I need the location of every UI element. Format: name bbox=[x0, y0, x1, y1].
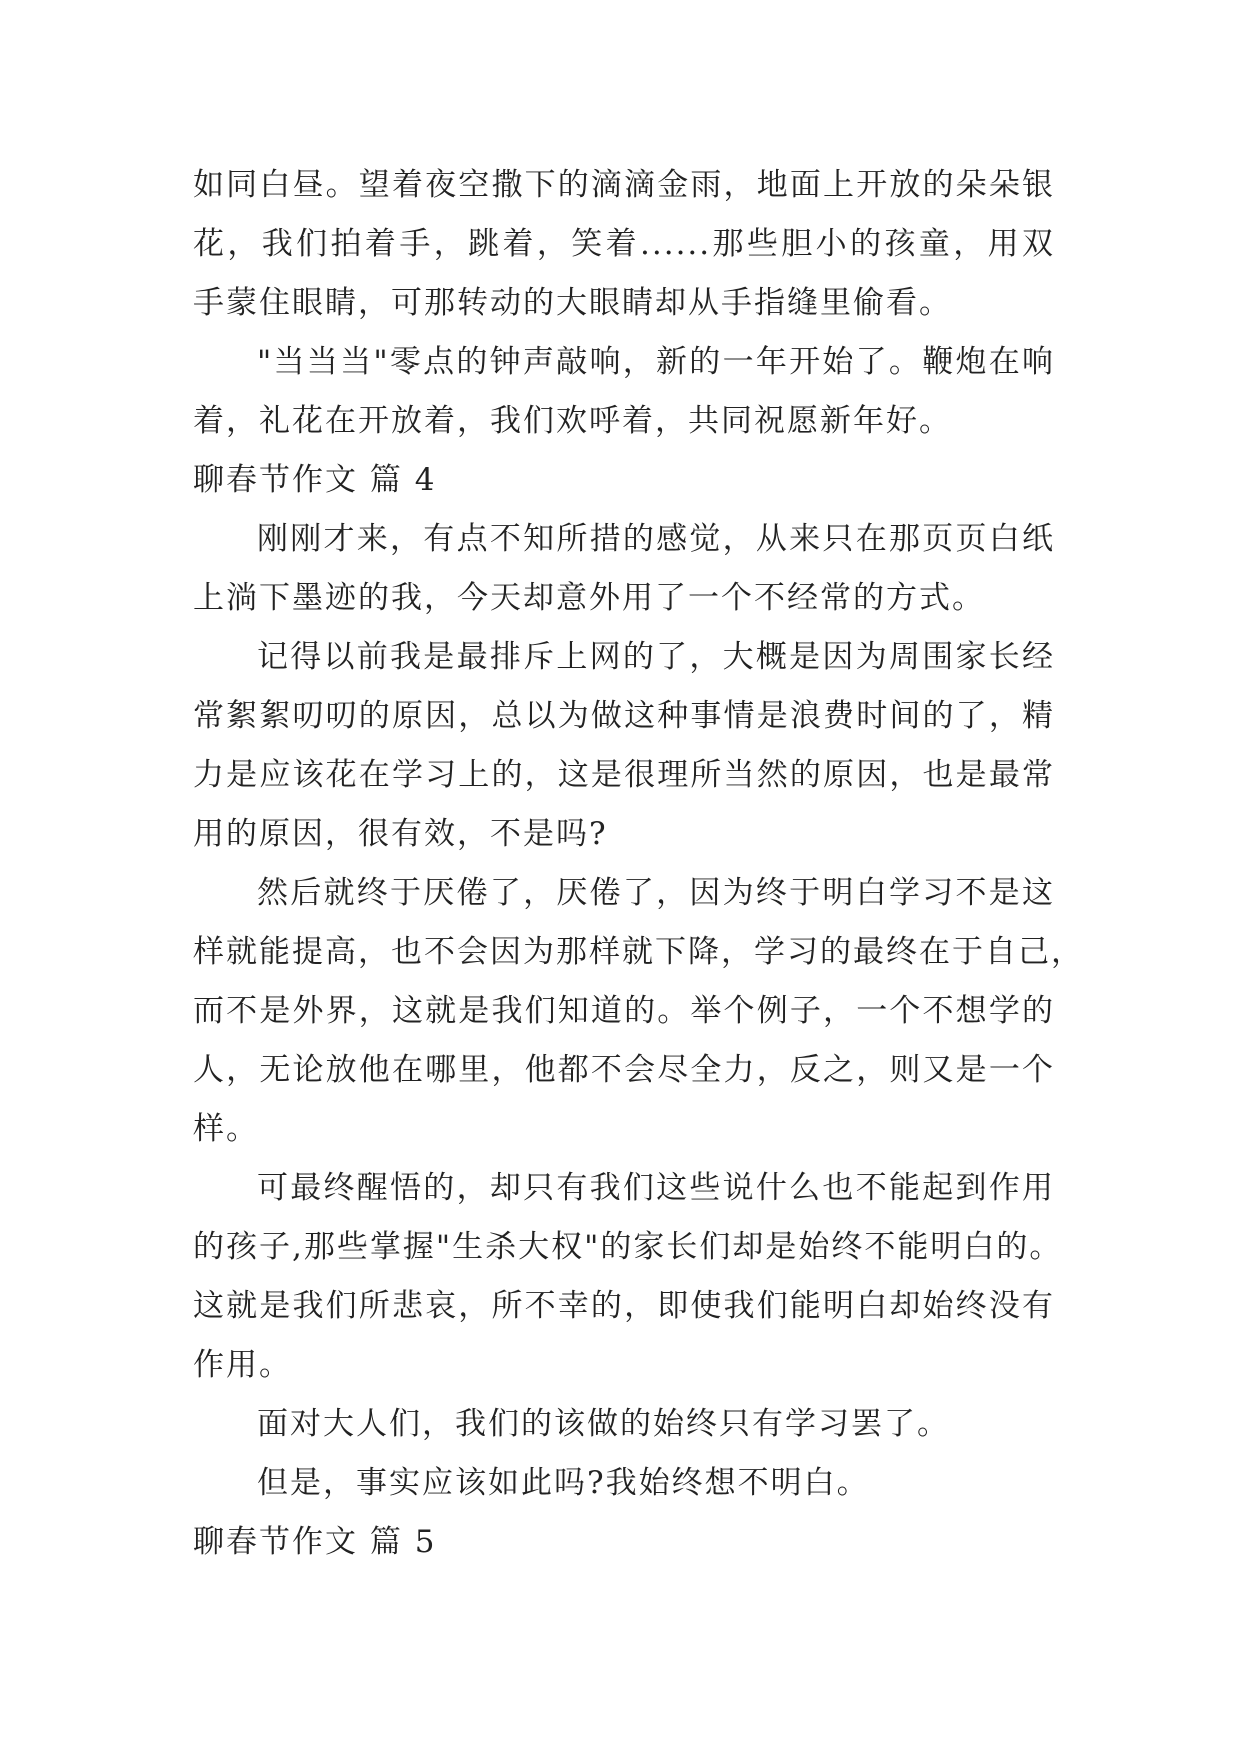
paragraph-line: 常絮絮叨叨的原因，总以为做这种事情是浪费时间的了，精 bbox=[193, 698, 1055, 734]
paragraph-line: 面对大人们，我们的该做的始终只有学习罢了。 bbox=[257, 1406, 950, 1442]
section-heading: 聊春节作文 篇 4 bbox=[193, 462, 437, 498]
paragraph-line: 而不是外界，这就是我们知道的。举个例子，一个不想学的 bbox=[193, 993, 1055, 1029]
paragraph-line: 可最终醒悟的，却只有我们这些说什么也不能起到作用 bbox=[257, 1170, 1055, 1206]
paragraph-line: 上淌下墨迹的我，今天却意外用了一个不经常的方式。 bbox=[193, 580, 985, 616]
paragraph-line: 然后就终于厌倦了，厌倦了，因为终于明白学习不是这 bbox=[257, 875, 1055, 911]
paragraph-line: 用的原因，很有效，不是吗? bbox=[193, 816, 608, 852]
paragraph bbox=[193, 628, 1055, 864]
paragraph-line: 但是，事实应该如此吗?我始终想不明白。 bbox=[257, 1465, 870, 1501]
paragraph-line: 如同白昼。望着夜空撒下的滴滴金雨，地面上开放的朵朵银 bbox=[193, 167, 1055, 203]
paragraph bbox=[193, 1454, 1055, 1513]
paragraph-line: 手蒙住眼睛，可那转动的大眼睛却从手指缝里偷看。 bbox=[193, 285, 952, 321]
paragraph bbox=[193, 864, 1084, 1159]
section-heading: 聊春节作文 篇 5 bbox=[193, 1524, 437, 1560]
paragraph bbox=[193, 510, 1055, 628]
paragraph-line: 刚刚才来，有点不知所措的感觉，从来只在那页页白纸 bbox=[257, 521, 1055, 557]
paragraph-line: 样就能提高，也不会因为那样就下降，学习的最终在于自己， bbox=[193, 934, 1084, 970]
paragraph bbox=[193, 1395, 1055, 1454]
document-page bbox=[193, 156, 1084, 1572]
paragraph bbox=[193, 156, 1055, 333]
paragraph bbox=[193, 333, 1055, 451]
paragraph-line: 样。 bbox=[193, 1111, 259, 1147]
paragraph-line: 力是应该花在学习上的，这是很理所当然的原因，也是最常 bbox=[193, 757, 1055, 793]
paragraph-line: 作用。 bbox=[193, 1347, 292, 1383]
paragraph-line: 的孩子,那些掌握"生杀大权"的家长们却是始终不能明白的。 bbox=[193, 1229, 1063, 1265]
paragraph-line: 人，无论放他在哪里，他都不会尽全力，反之，则又是一个 bbox=[193, 1052, 1055, 1088]
paragraph-line: 记得以前我是最排斥上网的了，大概是因为周围家长经 bbox=[257, 639, 1055, 675]
paragraph bbox=[193, 1159, 1063, 1395]
paragraph-line: 这就是我们所悲哀，所不幸的，即使我们能明白却始终没有 bbox=[193, 1288, 1055, 1324]
paragraph-line: "当当当"零点的钟声敲响，新的一年开始了。鞭炮在响 bbox=[257, 344, 1055, 380]
paragraph-line: 着，礼花在开放着，我们欢呼着，共同祝愿新年好。 bbox=[193, 403, 952, 439]
paragraph-line: 花，我们拍着手，跳着，笑着......那些胆小的孩童，用双 bbox=[193, 226, 1055, 262]
